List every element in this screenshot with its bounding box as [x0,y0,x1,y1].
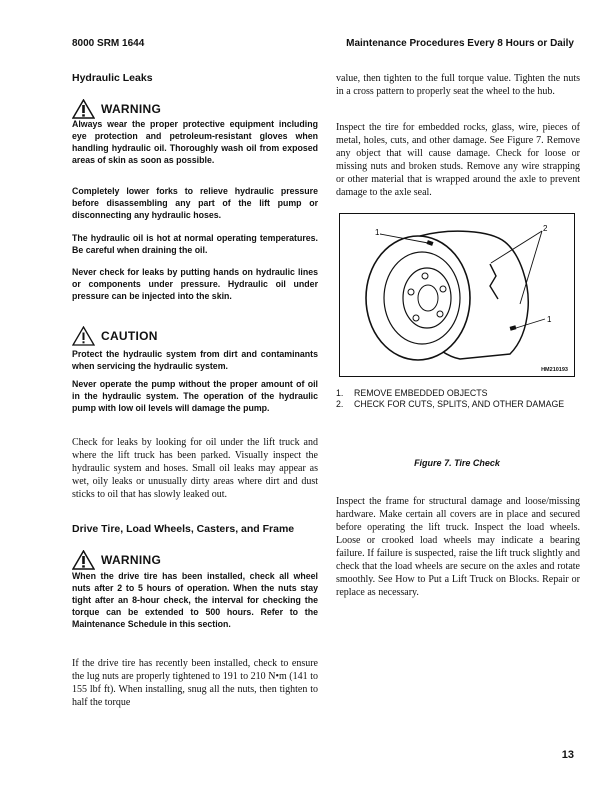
warning-heading [72,550,161,570]
figure-callout-1: 1 [375,228,380,237]
warning-label: WARNING [101,102,162,116]
caution-text: Never operate the pump without the proper amount of oil in the hydraulic system. The operation of the hydraulic pump with low oil levels will damage the pump. [72,379,318,413]
figure-caption: Figure 7. Tire Check [414,458,500,468]
legend-item: 2. CHECK FOR CUTS, SPLITS, AND OTHER DAMAGE [336,398,565,409]
header-left: 8000 SRM 1644 [72,38,145,49]
body-paragraph: Inspect the frame for structural damage and loose/missing hardware. Make certain all covers are in place and secured before operating the lift truck. Inspect the load wheels. Loose or crooked load wheels may indicate a bearing failure. If failure is suspected, raise the lift truck slightly and check that the load wheels are secure on the axles and rotate smoothly. See How to Put a Lift Truck on Blocks. Repair or replace as necessary. [336,496,580,598]
caution-text: Protect the hydraulic system from dirt and contaminants when servicing the hydraulic system. [72,349,318,371]
warning-heading [72,99,161,119]
figure-callout-1: 1 [547,315,552,324]
warning-text: Completely lower forks to relieve hydraulic pressure before disassembling any part of the lift pump or disconnecting any hydraulic hoses. [72,186,318,220]
header-right: Maintenance Procedures Every 8 Hours or Daily [346,38,574,49]
figure-callout-2: 2 [543,224,548,233]
body-paragraph: Inspect the tire for embedded rocks, glass, wire, pieces of metal, holes, cuts, and other damage. See Figure 7. Remove any object that will cause damage. Check for loose or missing nuts and broken studs. Remove any wire strapping or other material that is wrapped around the axle to prevent damage to the axle seal. [336,122,580,198]
warning-triangle-icon [72,99,95,119]
warning-text: Always wear the proper protective equipment including eye protection and petroleum-resistant gloves when handling hydraulic oil. Thoroughly wash oil from exposed areas of skin as soon as possible. [72,119,318,165]
body-paragraph: If the drive tire has recently been installed, check to ensure the lug nuts are properly tightened to 191 to 210 N•m (141 to 155 lbf ft). When installing, snug all the nuts, then tighten to half the torque [72,658,318,708]
section-title-drive-tire: Drive Tire, Load Wheels, Casters, and Frame [72,523,295,535]
section-title-hydraulic-leaks: Hydraulic Leaks [72,72,153,84]
caution-triangle-icon [72,326,95,346]
caution-heading [72,326,158,346]
tire-illustration [340,214,573,375]
figure-legend [336,388,580,409]
body-paragraph: Check for leaks by looking for oil under the lift truck and where the lift truck has been parked. Visually inspect the hydraulic system and hoses. Small oil leaks may appear as wet, oily leaks or unusually dirty areas where dirt and dust sticks to oil that has slowly leaked out. [72,437,318,500]
warning-text: Never check for leaks by putting hands on hydraulic lines or components under pressure. Hydraulic oil under pressure can be injected into the skin. [72,267,318,301]
figure-tire-check [339,213,575,377]
warning-label: WARNING [101,553,162,567]
figure-code: HM210193 [541,367,568,373]
warning-text: The hydraulic oil is hot at normal operating temperatures. Be careful when draining the oil. [72,233,318,255]
caution-label: CAUTION [101,329,158,343]
legend-item: 1. REMOVE EMBEDDED OBJECTS [336,388,488,398]
body-paragraph: value, then tighten to the full torque value. Tighten the nuts in a cross pattern to properly seat the wheel to the hub. [336,73,580,97]
page-number: 13 [561,749,574,761]
warning-text: When the drive tire has been installed, check all wheel nuts after 2 to 5 hours of operation. When the nuts stay tight after an 8-hour check, the interval for checking the torque can be extended to 500 hours. Refer to the Maintenance Schedule in this section. [72,571,318,629]
warning-triangle-icon [72,550,95,570]
